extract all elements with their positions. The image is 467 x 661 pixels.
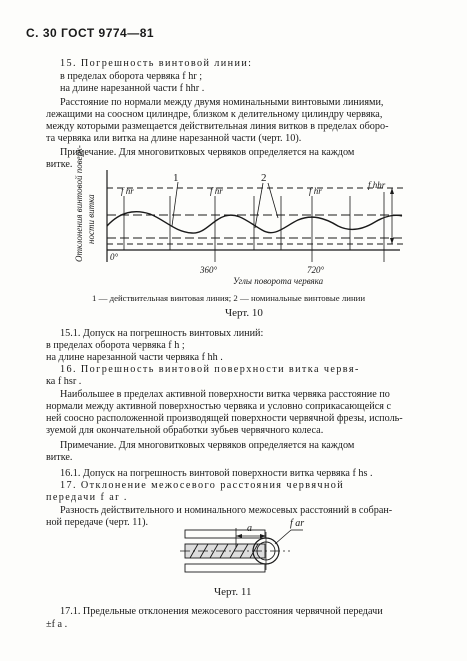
figure-10-tick: 360° [200,265,218,275]
figure-10-caption: Черт. 10 [225,307,263,319]
text-line: лежащими на соосном цилиндре, близком к делительному цилиндру червяка, [46,109,383,120]
figure-10-y-label: ности витка [86,194,96,244]
note-line: Примечание. Для многовитковых червяков определяется на каждом [60,147,355,158]
figure-10-tick: 720° [307,265,325,275]
section-16-title: 16. Погрешность винтовой поверхности витка червя- [60,364,360,375]
text-line: на длине нарезанной части червяка f hh . [46,352,223,363]
figure-10-legend: 1 — действительная винтовая линия; 2 — номинальные винтовые линии [92,293,366,303]
text-line: 16.1. Допуск на погрешность винтовой поверхности витка червяка f hs . [60,468,373,479]
note-line: витке. [46,159,73,170]
figure-10-label: f hhr [368,180,386,190]
page-header: С. 30 ГОСТ 9774—81 [26,26,155,40]
note-line: Примечание. Для многовитковых червяков определяется на каждом [60,440,355,451]
figure-10-label: f hr [121,186,134,196]
figure-10-label: f hr [210,186,223,196]
text-line: ±f a . [46,619,68,630]
text-line: нормали между активной поверхностью червяка и условно соприкасающейся с [46,401,392,412]
figure-11-label-far: f ar [290,518,305,529]
figure-10-tick: 0° [110,252,119,262]
figure-11-label-a: a [247,523,252,534]
note-line: витке. [46,452,73,463]
text-line: на длине нарезанной части f hhr . [60,83,205,94]
text-line: зуемой для окончательной обработки зубьев червячного колеса. [46,425,324,436]
text-line: в пределах оборота червяка f h ; [46,340,185,351]
text-line: в пределах оборота червяка f hr ; [60,71,203,82]
figure-10-label: 2 [261,172,267,184]
text-line: ка f hsr . [46,376,82,387]
text-line: Разность действительного и номинального межосевых расстояний в собран- [60,505,393,516]
text-line: та червяка или витка на длине нарезанной части (черт. 10). [46,133,302,144]
text-line: Расстояние по нормали между двумя номинальными винтовыми линиями, [60,97,384,108]
section-17-title: 17. Отклонение межосевого расстояния червячной [60,480,345,491]
figure-10-label: f hr [309,186,322,196]
figure-10-label: 1 [173,172,179,184]
text-line: 15.1. Допуск на погрешность винтовых линий: [60,328,264,339]
text-line: Наибольшее в пределах активной поверхности витка червяка расстояние по [60,389,390,400]
figure-10-x-label: Углы поворота червяка [233,276,324,286]
text-line: 17.1. Предельные отклонения межосевого расстояния червячной передачи [60,606,383,617]
section-17-title: передачи f ar . [46,492,128,503]
figure-10-y-label: Отклонения винтовой поверх- [74,145,84,262]
text-line: ной передаче (черт. 11). [46,517,149,528]
text-line: между которыми размещается действительная линия витков в пределах оборо- [46,121,389,132]
text-line: ней соосно расположенной производящей поверхности червячной фрезы, исполь- [46,413,403,424]
figure-11-caption: Черт. 11 [214,586,252,598]
section-15-title: 15. Погрешность винтовой линии: [60,58,253,69]
